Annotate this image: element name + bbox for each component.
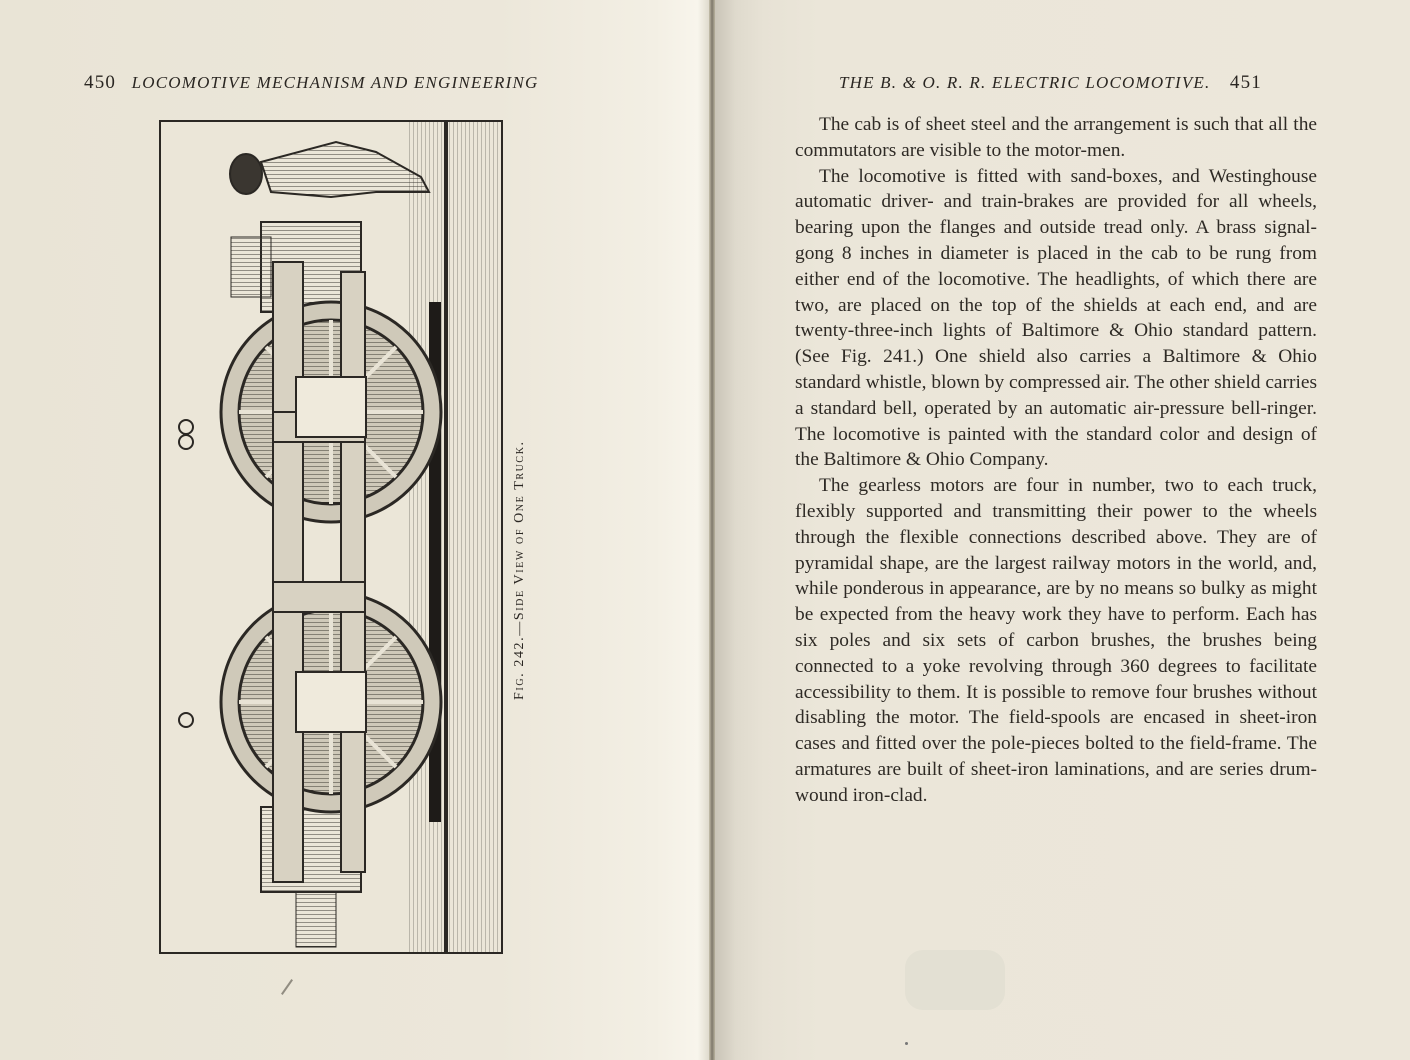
stray-ink-mark bbox=[281, 979, 293, 995]
man-figure bbox=[230, 142, 429, 197]
paragraph-brakes-lights: The locomotive is fitted with sand-boxes, and Westinghouse automatic driver- and train-brakes are provided for all wheels, bearing upon the flanges and outside tread only. A brass signal-gong 8 inches in diameter is placed in the cab to be rung from either end of the locomotive. The headlights, of which there are two, are placed on the top of the shields at each end, and are twenty-three-inch lights of Baltimore & Ohio standard pattern. (See Fig. 241.) One shield also carries a Baltimore & Ohio standard whistle, blown by compressed air. The other shield carries a standard bell, operated by an automatic air-pressure bell-ringer. The locomotive is painted with the standard color and design of the Baltimore & Ohio Company. bbox=[795, 165, 1317, 471]
figure-242-engraving bbox=[159, 120, 503, 954]
left-running-title: LOCOMOTIVE MECHANISM AND ENGINEERING bbox=[131, 73, 539, 92]
paragraph-motors: The gearless motors are four in number, two to each truck, flexibly supported and transmitting their power to the wheels through the flexible connections described above. They are of pyramidal shape, are the largest railway motors in the world, and, while ponderous in appearance, are by no means so bulky as might be expected from the heavy work they have to perform. Each has six poles and six sets of carbon brushes, the brushes being connected to a yoke revolving through 360 degrees to facilitate accessibility to them. It is possible to remove four brushes without disabling the motor. The field-spools are encased in sheet-iron cases and fitted over the pole-pieces bolted to the field-frame. The armatures are built of sheet-iron laminations, and are series drum-wound iron-clad. bbox=[795, 475, 1317, 806]
right-running-title: THE B. & O. R. R. ELECTRIC LOCOMOTIVE. bbox=[839, 73, 1211, 92]
paragraph-cab: The cab is of sheet steel and the arrangement is such that all the commutators are visible to the motor-men. bbox=[795, 114, 1317, 161]
body-text bbox=[795, 112, 1317, 809]
left-page-number: 450 bbox=[84, 72, 117, 93]
figure-caption: Fig. 242.—Side View of One Truck. bbox=[512, 440, 527, 700]
left-running-head bbox=[84, 72, 539, 94]
paper-speck bbox=[905, 1042, 908, 1045]
right-page-number: 451 bbox=[1229, 72, 1263, 93]
show-through-blot bbox=[905, 950, 1005, 1010]
right-running-head bbox=[839, 72, 1262, 94]
